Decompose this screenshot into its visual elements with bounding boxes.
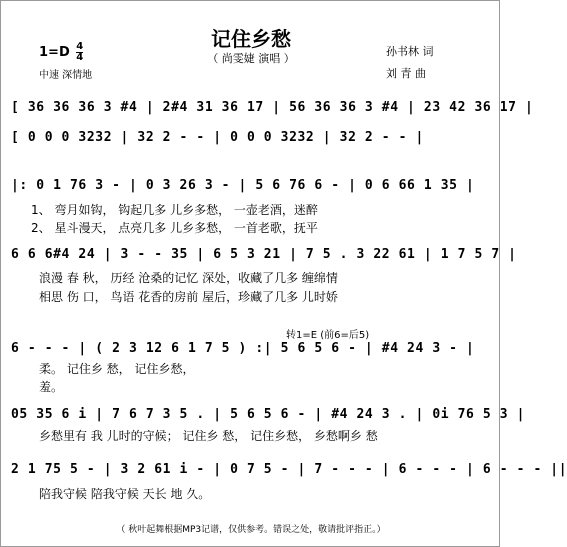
notes-voice-2: [ 0 0 0 3232 | 32 2 - - | 0 0 0 3232 | 32 2 - - |: [11, 130, 424, 145]
system-1: [1, 96, 534, 120]
system-6: [1, 458, 567, 482]
page-title: 记住乡愁: [211, 27, 291, 51]
notes-line: |: 0 1 76 3 - | 0 3 26 3 - | 5 6 76 6 - | 0 6 66 1 35 |: [11, 178, 475, 193]
key-signature: [39, 42, 83, 63]
lyric-line: 乡愁里有 我 儿时的守候； 记住乡 愁， 记住乡愁， 乡愁啊乡 愁: [39, 429, 378, 443]
system-1-lower: [1, 126, 501, 150]
lyric-line: 羞。: [39, 380, 64, 394]
notes-voice-1: [ 36 36 36 3 #4 | 2#4 31 36 17 | 56 36 36 3 #4 | 23 42 36 17 |: [11, 100, 534, 115]
notes-line: 6 6 6#4 24 | 3 - - 35 | 6 5 3 21 | 7 5 . 3 22 61 | 1 7 5 7 |: [11, 247, 517, 262]
system-4: [1, 337, 501, 361]
tempo-mark: 中速 深情地: [39, 70, 93, 81]
system-5: [1, 403, 526, 427]
performer-subtitle: （ 尚雯婕 演唱 ）: [207, 52, 295, 65]
lyric-line: 陪我守候 陪我守候 天长 地 久。: [39, 487, 211, 501]
lyricist-credit: 孙书林 词: [386, 45, 434, 58]
time-top: 4: [76, 41, 84, 52]
lyric-line: 2、 星斗漫天， 点亮几多 儿乡多愁， 一首老歌，抚平: [31, 221, 318, 235]
system-3: [1, 243, 517, 267]
lyric-line: 柔。 记住乡 愁， 记住乡愁，: [39, 362, 195, 376]
time-signature: [76, 42, 83, 63]
notes-line: 2 1 75 5 - | 3 2 61 i - | 0 7 5 - | 7 - - - | 6 - - - | 6 - - - ||: [11, 462, 567, 477]
lyric-line: 相思 伤 口， 鸟语 花香的房前 屋后，珍藏了几多 儿时娇: [39, 290, 338, 304]
composer-credit: 刘 青 曲: [386, 67, 426, 80]
footer-note: （ 秋叶起舞根据MP3记谱，仅供参考。错误之处，敬请批评指正。）: [116, 525, 386, 535]
time-bottom: 4: [76, 52, 84, 63]
key-text: 1=D: [39, 45, 70, 60]
lyric-line: 浪漫 春 秋， 历经 沧桑的记忆 深处，收藏了几多 缠绵情: [39, 271, 338, 285]
notes-line: 05 35 6 i | 7 6 7 3 5 . | 5 6 5 6 - | #4 24 3 . | 0i 76 5 3 |: [11, 407, 526, 422]
notes-line: 6 - - - | ( 2 3 12 6 1 7 5 ) :| 5 6 5 6 - | #4 24 3 - |: [11, 341, 475, 356]
modulation-mark: 转1=E (前6=后5): [286, 330, 370, 341]
lyric-line: 1、 弯月如钩， 钩起几多 儿乡多愁， 一壶老酒，迷醉: [31, 203, 318, 217]
system-2: [1, 174, 501, 198]
